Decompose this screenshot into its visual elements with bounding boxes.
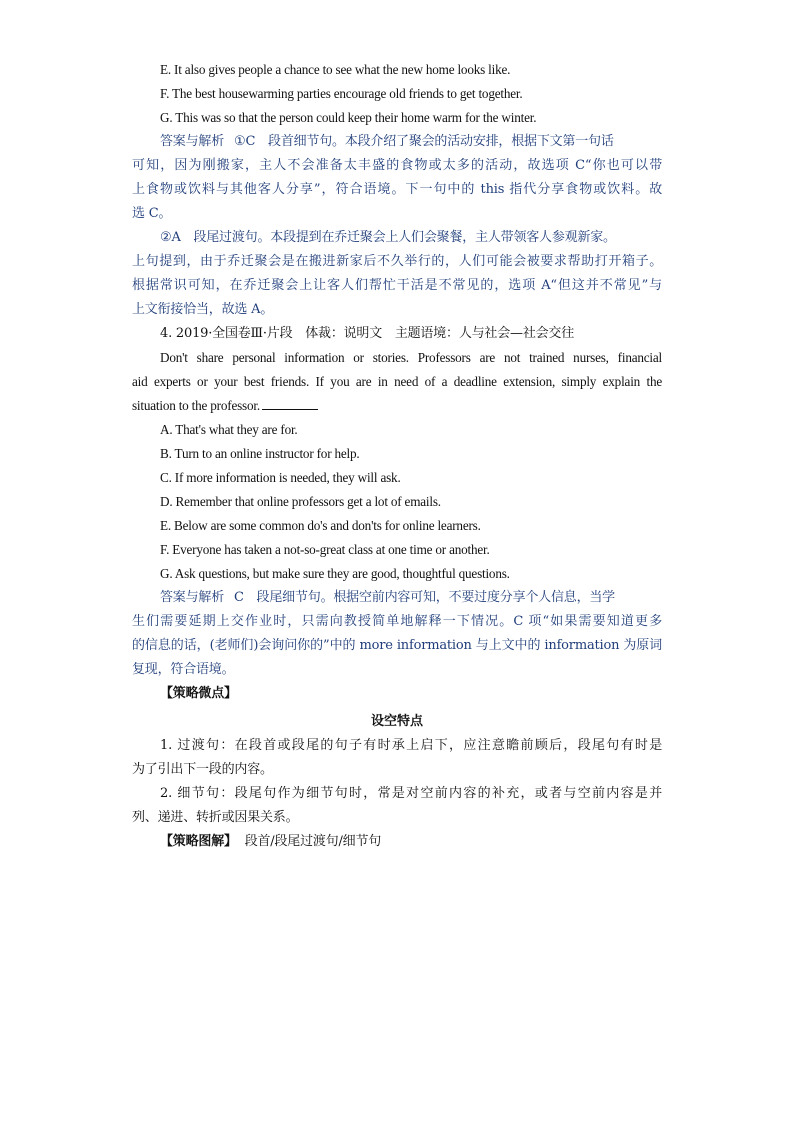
- question-4-header: 4. 2019·全国卷Ⅲ·片段 体裁：说明文 主题语境：人与社会—社会交往: [160, 326, 575, 341]
- answer-paragraph-2: ②A 段尾过渡句。本段提到在乔迁聚会上人们会聚餐，主人带领客人参观新家。: [160, 230, 616, 245]
- diagram-tag: 【策略图解】: [160, 834, 237, 849]
- diagram-text: 段首/段尾过渡句/细节句: [244, 834, 382, 849]
- answer-text: C 段尾细节句。根据空前内容可知，不要过度分享个人信息，当学: [234, 590, 615, 605]
- strategy-item-2: 2. 细节句：段尾句作为细节句时，常是对空前内容的补充，或者与空前内容是并: [160, 786, 662, 801]
- strategy-diagram: [132, 830, 662, 854]
- answer-line: 生们需要延期上交作业时，只需向教授简单地解释一下情况。C 项“如果需要知道更多: [132, 614, 662, 629]
- passage-line: aid experts or your best friends. If you are in need of a deadline extension, simply explain the: [132, 374, 662, 389]
- passage-text: situation to the professor.: [132, 398, 260, 413]
- passage-line-with-blank: [132, 394, 662, 418]
- answer-label: 答案与解析: [160, 134, 225, 149]
- answer-label: 答案与解析: [160, 590, 225, 605]
- option-e-prev: E. It also gives people a chance to see what the new home looks like.: [160, 62, 511, 77]
- option-c: C. If more information is needed, they will ask.: [160, 470, 401, 485]
- answer-line: 根据常识可知，在乔迁聚会上让客人们帮忙干活是不常见的，选项 A“但这并不常见”与: [132, 278, 662, 293]
- strategy-item-1: 1. 过渡句：在段首或段尾的句子有时承上启下，应注意瞻前顾后，段尾句有时是: [160, 738, 662, 753]
- option-e: E. Below are some common do's and don'ts for online learners.: [160, 518, 481, 533]
- strategy-tag: 【策略微点】: [160, 686, 237, 701]
- option-d: D. Remember that online professors get a lot of emails.: [160, 494, 441, 509]
- strategy-item-1-cont: 为了引出下一段的内容。: [132, 762, 273, 777]
- option-g: G. Ask questions, but make sure they are good, thoughtful questions.: [160, 566, 510, 581]
- answer-line: 选 C。: [132, 206, 172, 221]
- answer-line: 的信息的话，(老师们)会询问你的”中的 more information 与上文中的 information 为原词: [132, 638, 662, 653]
- answer-text: ①C 段首细节句。本段介绍了聚会的活动安排，根据下文第一句话: [234, 134, 614, 149]
- strategy-item-2-cont: 列、递进、转折或因果关系。: [132, 810, 299, 825]
- option-g-prev: G. This was so that the person could keep their home warm for the winter.: [160, 110, 537, 125]
- section-heading: 设空特点: [370, 714, 423, 729]
- document-body: [132, 58, 662, 854]
- answer-line: 上文衔接恰当，故选 A。: [132, 302, 274, 317]
- option-b: B. Turn to an online instructor for help.: [160, 446, 360, 461]
- option-f-prev: F. The best housewarming parties encourage old friends to get together.: [160, 86, 523, 101]
- option-a: A. That's what they are for.: [160, 422, 298, 437]
- answer-line: 可知，因为刚搬家，主人不会准备太丰盛的食物或太多的活动，故选项 C“你也可以带: [132, 158, 662, 173]
- answer-blank: [262, 397, 318, 410]
- answer-line: 上句提到，由于乔迁聚会是在搬进新家后不久举行的，人们可能会被要求帮助打开箱子。: [132, 254, 662, 269]
- answer-line: 上食物或饮料与其他客人分享”，符合语境。下一句中的 this 指代分享食物或饮料。故: [132, 182, 662, 197]
- answer-line: 复现，符合语境。: [132, 662, 235, 677]
- answer-analysis-1: [132, 130, 662, 154]
- passage-line: Don't share personal information or stories. Professors are not trained nurses, financial: [160, 350, 662, 365]
- answer-analysis-2: [132, 586, 662, 610]
- option-f: F. Everyone has taken a not-so-great class at one time or another.: [160, 542, 490, 557]
